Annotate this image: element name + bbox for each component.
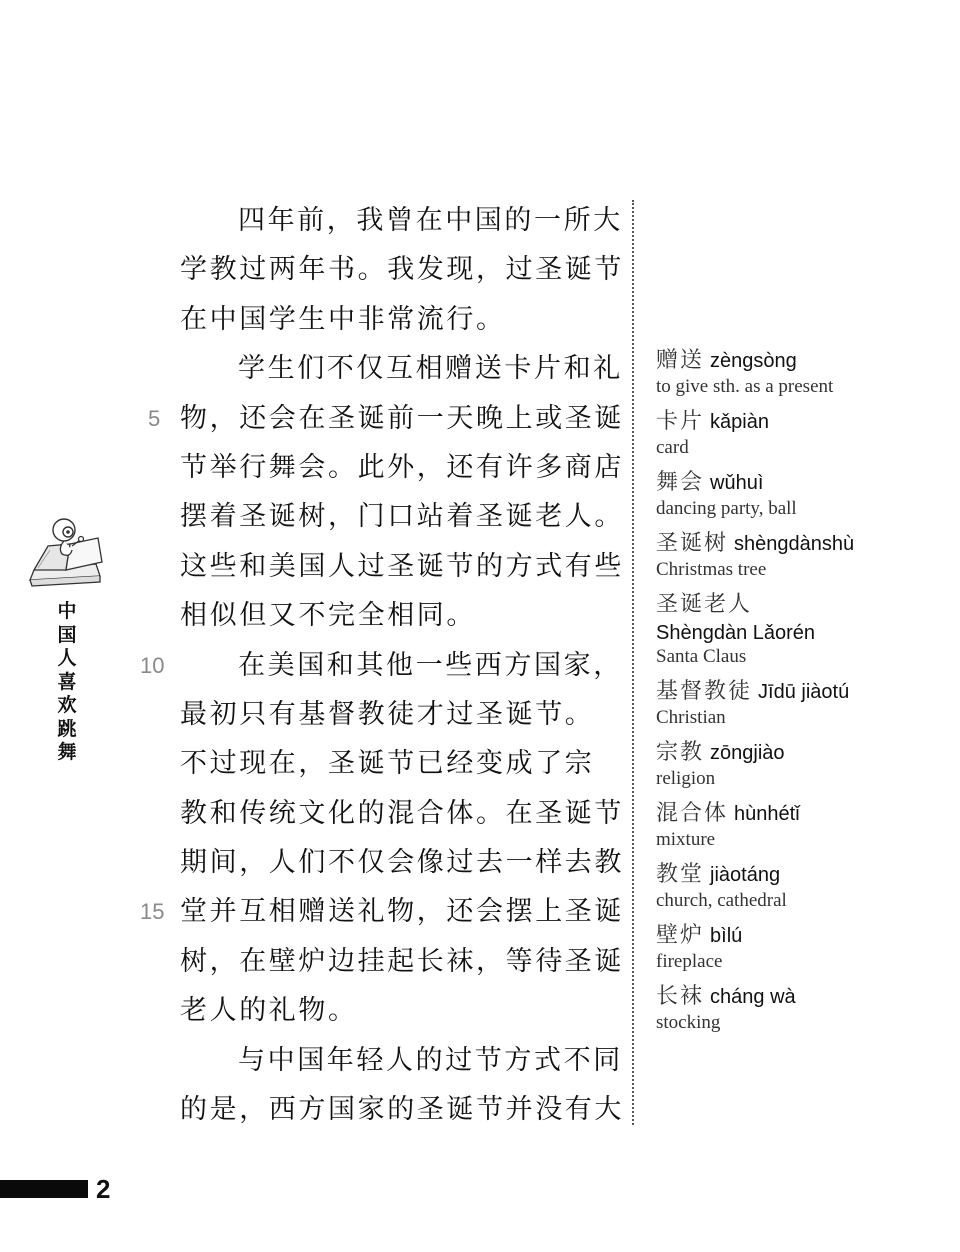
- line-text: 物，还会在圣诞前一天晚上或圣诞: [180, 402, 624, 434]
- glossary-hanzi: 圣诞树: [656, 531, 729, 556]
- text-line: [180, 295, 620, 344]
- text-line: [180, 443, 624, 492]
- page-number-bar: [0, 1180, 88, 1198]
- glossary-definition: fireplace: [656, 951, 723, 972]
- text-line: [180, 492, 624, 541]
- glossary-entry: [656, 921, 946, 973]
- glossary-pinyin: jiàotáng: [710, 864, 781, 886]
- line-text: 摆着圣诞树，门口站着圣诞老人。: [180, 501, 624, 533]
- glossary-pinyin: zōngjiào: [710, 742, 785, 764]
- glossary-definition: to give sth. as a present: [656, 376, 834, 397]
- glossary-hanzi: 卡片: [656, 409, 705, 434]
- line-text: 学生们不仅互相赠送卡片和礼: [238, 353, 623, 385]
- glossary-pinyin: zèngsòng: [710, 350, 797, 372]
- line-text: 与中国年轻人的过节方式不同: [238, 1044, 623, 1076]
- line-text: 这些和美国人过圣诞节的方式有些: [180, 550, 624, 582]
- line-number: 5: [148, 405, 161, 431]
- glossary-entry: [656, 590, 946, 668]
- line-number: 15: [140, 899, 165, 925]
- glossary-entry: [656, 738, 946, 790]
- glossary-pinyin: cháng wà: [710, 986, 796, 1008]
- line-text: 树，在壁炉边挂起长袜，等待圣诞: [180, 945, 624, 977]
- line-text: 相似但又不完全相同。: [180, 600, 476, 632]
- reading-passage: [140, 196, 624, 1134]
- glossary-hanzi: 赠送: [656, 348, 705, 373]
- text-line: [180, 690, 620, 739]
- glossary-hanzi: 壁炉: [656, 923, 705, 948]
- glossary-entry: [656, 346, 946, 398]
- glossary-pinyin: shèngdànshù: [734, 533, 855, 555]
- glossary-hanzi: 教堂: [656, 862, 705, 887]
- glossary-pinyin: Jīdū jiàotú: [758, 681, 850, 703]
- page-number: 2: [96, 1174, 111, 1204]
- glossary-entry: [656, 860, 946, 912]
- line-text: 四年前，我曾在中国的一所大: [238, 205, 623, 236]
- glossary-pinyin: kǎpiàn: [710, 411, 769, 433]
- chapter-badge: [26, 510, 106, 598]
- text-line: [180, 245, 624, 294]
- text-line: [180, 542, 624, 591]
- glossary-entry: [656, 677, 946, 729]
- line-text: 堂并互相赠送礼物，还会摆上圣诞: [180, 896, 624, 928]
- glossary-definition: church, cathedral: [656, 890, 787, 911]
- text-line: [180, 1085, 624, 1134]
- glossary-hanzi: 混合体: [656, 801, 729, 826]
- line-text: 节举行舞会。此外，还有许多商店: [180, 451, 624, 483]
- glossary-definition: Christmas tree: [656, 559, 767, 580]
- line-text: 在美国和其他一些西方国家，: [238, 649, 623, 681]
- glossary-definition: card: [656, 437, 689, 458]
- text-line: [180, 838, 624, 887]
- glossary-pinyin: Shèngdàn Lǎorén: [656, 622, 816, 644]
- glossary-definition: Christian: [656, 707, 726, 728]
- text-line: [180, 1036, 623, 1085]
- glossary-hanzi: 宗教: [656, 740, 705, 765]
- glossary-entry: [656, 468, 946, 520]
- glossary-entry: [656, 799, 946, 851]
- line-text: 学教过两年书。我发现，过圣诞节: [180, 254, 624, 286]
- text-line: [180, 937, 624, 986]
- glossary-hanzi: 圣诞老人: [656, 592, 753, 617]
- text-line: [180, 591, 620, 640]
- text-line: [180, 196, 623, 245]
- glossary-definition: stocking: [656, 1012, 721, 1033]
- glossary-definition: religion: [656, 768, 716, 789]
- book-with-cartoon-character-icon: [26, 510, 106, 598]
- line-text: 的是，西方国家的圣诞节并没有大: [180, 1094, 624, 1126]
- glossary-definition: mixture: [656, 829, 716, 850]
- glossary-definition: Santa Claus: [656, 646, 747, 667]
- text-line: [140, 641, 623, 690]
- glossary-entry: [656, 407, 946, 459]
- glossary-pinyin: wǔhuì: [710, 472, 764, 494]
- glossary-hanzi: 长袜: [656, 984, 705, 1009]
- text-line: [180, 739, 620, 788]
- text-line: [180, 789, 624, 838]
- vocabulary-glossary: [656, 346, 946, 1043]
- line-text: 不过现在，圣诞节已经变成了宗: [180, 748, 595, 780]
- glossary-definition: dancing party, ball: [656, 498, 797, 519]
- column-divider: [632, 200, 634, 1125]
- line-text: 在中国学生中非常流行。: [180, 303, 506, 335]
- line-text: 老人的礼物。: [180, 995, 358, 1027]
- text-line: [148, 394, 624, 443]
- line-text: 最初只有基督教徒才过圣诞节。: [180, 698, 595, 730]
- glossary-pinyin: hùnhétǐ: [734, 803, 800, 825]
- text-line: [140, 887, 624, 936]
- line-number: 10: [140, 652, 165, 678]
- glossary-pinyin: bìlú: [710, 925, 743, 947]
- text-line: [180, 344, 623, 393]
- chapter-title: 中国人喜欢跳舞: [57, 600, 77, 763]
- glossary-entry: [656, 529, 946, 581]
- line-text: 教和传统文化的混合体。在圣诞节: [180, 797, 624, 829]
- glossary-hanzi: 舞会: [656, 470, 705, 495]
- line-text: 期间，人们不仅会像过去一样去教: [180, 847, 624, 879]
- glossary-entry: [656, 982, 946, 1034]
- glossary-hanzi: 基督教徒: [656, 679, 753, 704]
- text-line: [180, 986, 620, 1035]
